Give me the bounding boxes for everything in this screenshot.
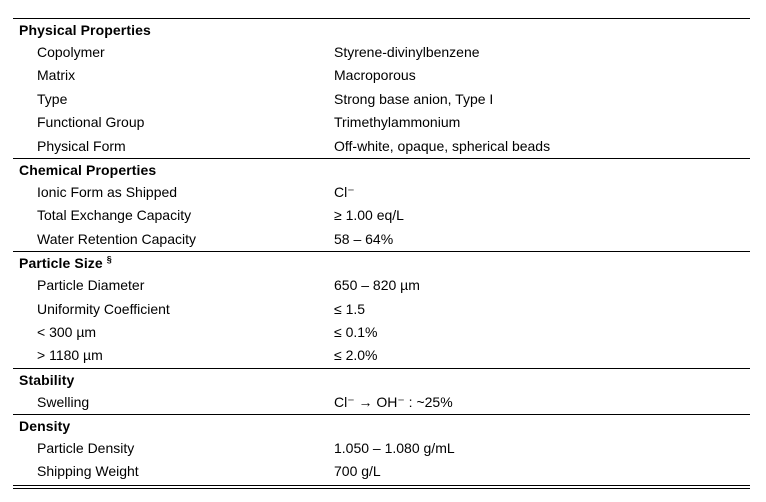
row-value: Cl⁻ → OH⁻ : ~25% — [334, 393, 453, 410]
row-label: Total Exchange Capacity — [37, 207, 192, 224]
table-row — [13, 321, 750, 344]
row-label: Water Retention Capacity — [37, 230, 196, 247]
section-title-density: Density — [13, 414, 750, 437]
row-label: Shipping Weight — [37, 463, 139, 480]
row-label: Swelling — [37, 393, 90, 410]
row-label: Particle Density — [37, 440, 135, 457]
table-row — [13, 274, 750, 297]
row-value: ≤ 0.1% — [334, 323, 378, 340]
row-value: Styrene-divinylbenzene — [334, 44, 480, 60]
row-label: Functional Group — [37, 114, 145, 131]
row-value: 650 – 820 µm — [334, 277, 420, 294]
row-label: < 300 µm — [37, 323, 97, 340]
section-title-chemical-properties: Chemical Properties — [13, 158, 750, 181]
row-label: > 1180 µm — [37, 347, 103, 364]
table-row — [13, 204, 750, 227]
table-row — [13, 64, 750, 87]
section-title-physical-properties: Physical Properties — [19, 22, 151, 38]
section-title-stability: Stability — [13, 368, 750, 391]
table-row — [13, 298, 750, 321]
row-value: Macroporous — [334, 67, 416, 84]
footnote-mark: § — [106, 254, 112, 265]
row-label: Particle Diameter — [37, 277, 145, 294]
row-value: 1.050 – 1.080 g/mL — [334, 440, 455, 457]
row-label: Type — [37, 90, 68, 107]
table-bottom-rule — [13, 485, 750, 486]
row-value: Off-white, opaque, spherical beads — [334, 137, 551, 154]
table-row — [13, 344, 750, 367]
table-row — [13, 228, 750, 251]
row-label: Matrix — [37, 67, 76, 84]
table-row — [13, 437, 750, 460]
row-value: Cl⁻ — [334, 183, 355, 200]
row-value: Strong base anion, Type I — [334, 90, 494, 107]
row-label: Uniformity Coefficient — [37, 300, 170, 317]
table-row — [13, 88, 750, 111]
row-label: Copolymer — [37, 44, 105, 60]
row-label: Physical Form — [37, 137, 126, 154]
row-value: Trimethylammonium — [334, 114, 461, 131]
table-row — [13, 41, 750, 64]
table-row — [13, 391, 750, 414]
table-row — [13, 111, 750, 134]
row-value: ≤ 1.5 — [334, 300, 366, 317]
row-value: 58 – 64% — [334, 230, 394, 247]
row-label: Ionic Form as Shipped — [37, 183, 178, 200]
table-bottom-double-rule — [13, 488, 750, 489]
table-row — [13, 135, 750, 158]
properties-table — [13, 18, 750, 489]
section-title-particle-size — [13, 251, 750, 274]
row-value: ≥ 1.00 eq/L — [334, 207, 404, 224]
row-value: ≤ 2.0% — [334, 347, 378, 364]
table-row — [13, 460, 750, 483]
row-value: 700 g/L — [334, 463, 381, 480]
section-title-text: Particle Size — [19, 255, 103, 272]
table-row — [13, 181, 750, 204]
